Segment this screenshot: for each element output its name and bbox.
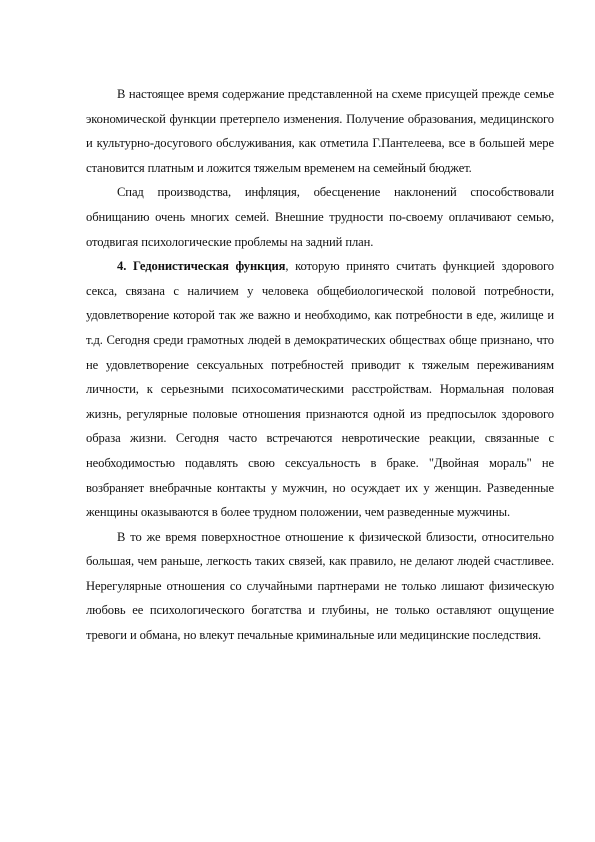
paragraph-hedonistic-body: , которую принято считать функцией здорового секса, связана с наличием у человека общебиологической половой потребности, удовлетворение которой так же важно и необходимо, как потребности в еде, жилище и т.д. Сегодня среди грамотных людей в демократических обществах обще признано, что не удовлетворение сексуальных потребностей приводит к тяжелым переживаниям личности, к серьезными психосоматическими расстройствам. Нормальная половая жизнь, регулярные половые отношения признаются одной из предпосылок здорового образа жизни. Сегодня часто встречаются невротические реакции, связанные с необходимостью подавлять свою сексуальность в браке. "Двойная мораль" не возбраняет внебрачные контакты у мужчин, но осуждает их у женщин. Разведенные женщины оказываются в более трудном положении, чем разведенные мужчины.: [86, 259, 554, 520]
paragraph-production-decline: Спад производства, инфляция, обесценение наклонений способствовали обнищанию очень многих семей. Внешние трудности по-своему оплачивают семью, отодвигая психологические проблемы на задний план.: [86, 185, 554, 249]
section-term: Гедонистическая функция: [132, 259, 286, 274]
paragraph-hedonistic-function: [86, 254, 554, 525]
document-page: [86, 82, 554, 648]
section-number: 4.: [117, 259, 127, 274]
paragraph-superficial-attitude: В то же время поверхностное отношение к физической близости, относительно большая, чем раньше, легкость таких связей, как правило, не делают людей счастливее. Нерегулярные отношения со случайными партнерами не только лишают физическую любовь ее психологического богатства и глубины, не только оставляют ощущение тревоги и обмана, но влекут печальные криминальные или медицинские последствия.: [86, 529, 554, 643]
paragraph-economic-function: В настоящее время содержание представленной на схеме присущей прежде семье экономической функции претерпело изменения. Получение образования, медицинского и культурно-досугового обслуживания, как отметила Г.Пантелеева, все в большей мере становится платным и ложится тяжелым временем на семейный бюджет.: [86, 87, 554, 175]
